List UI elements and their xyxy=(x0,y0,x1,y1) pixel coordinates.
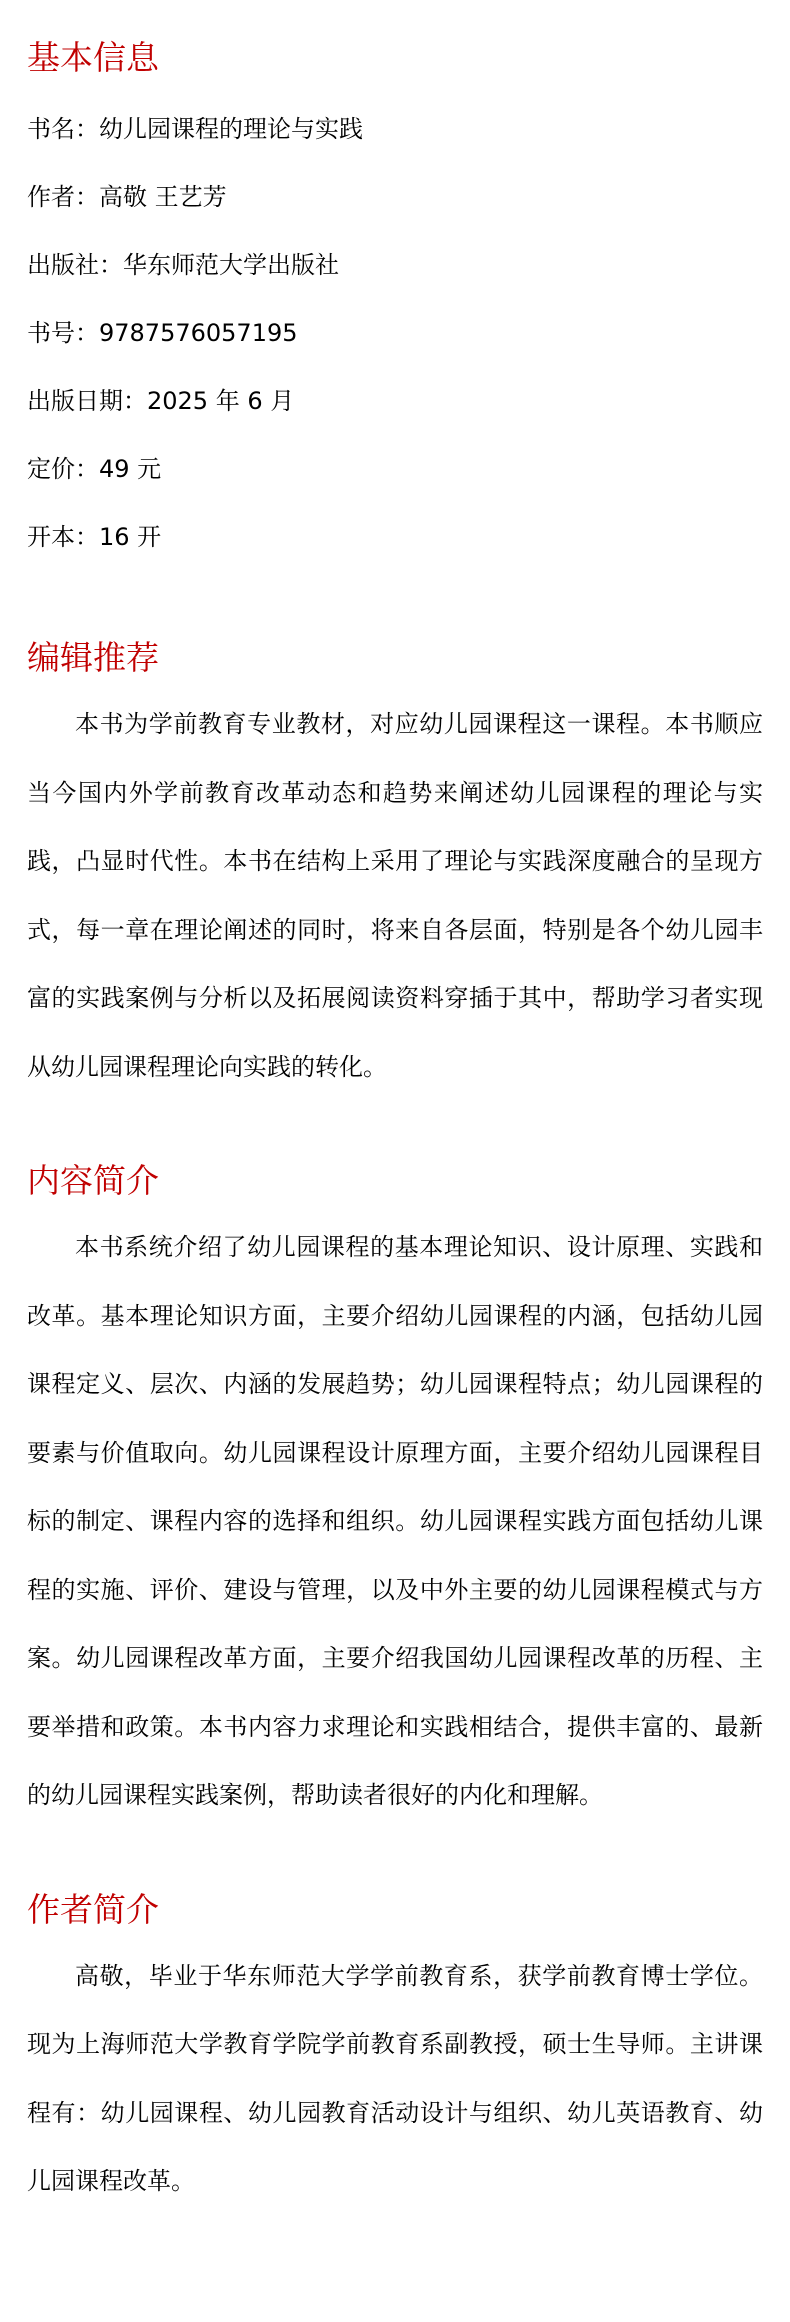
isbn-line: 书号：9787576057195 xyxy=(27,319,298,347)
editor-recommendation-text: 本书为学前教育专业教材，对应幼儿园课程这一课程。本书顺应当今国内外学前教育改革动态和趋势来阐述幼儿园课程的理论与实践，凸显时代性。本书在结构上采用了理论与实践深度融合的呈现方式，每一章在理论阐述的同时，将来自各层面，特别是各个幼儿园丰富的实践案例与分析以及拓展阅读资料穿插于其中，帮助学习者实现从幼儿园课程理论向实践的转化。 xyxy=(27,710,763,1081)
basic-info-list xyxy=(27,114,763,552)
author-line: 作者：高敬 王艺芳 xyxy=(27,183,227,211)
editor-recommendation-heading: 编辑推荐 xyxy=(27,638,159,677)
publisher-line: 出版社：华东师范大学出版社 xyxy=(27,251,339,279)
publish-date-line: 出版日期：2025 年 6 月 xyxy=(27,387,295,415)
author-intro-text: 高敬，毕业于华东师范大学学前教育系，获学前教育博士学位。现为上海师范大学教育学院学前教育系副教授，硕士生导师。主讲课程有：幼儿园课程、幼儿园教育活动设计与组织、幼儿英语教育、幼儿园课程改革。 xyxy=(27,1961,763,2195)
format-line: 开本：16 开 xyxy=(27,523,162,551)
content-summary-text: 本书系统介绍了幼儿园课程的基本理论知识、设计原理、实践和改革。基本理论知识方面，主要介绍幼儿园课程的内涵，包括幼儿园课程定义、层次、内涵的发展趋势；幼儿园课程特点；幼儿园课程的要素与价值取向。幼儿园课程设计原理方面，主要介绍幼儿园课程目标的制定、课程内容的选择和组织。幼儿园课程实践方面包括幼儿课程的实施、评价、建设与管理，以及中外主要的幼儿园课程模式与方案。幼儿园课程改革方面，主要介绍我国幼儿园课程改革的历程、主要举措和政策。本书内容力求理论和实践相结合，提供丰富的、最新的幼儿园课程实践案例，帮助读者很好的内化和理解。 xyxy=(27,1233,763,1809)
book-title-line: 书名：幼儿园课程的理论与实践 xyxy=(27,115,363,143)
basic-info-heading: 基本信息 xyxy=(27,38,159,77)
author-intro-heading: 作者简介 xyxy=(27,1889,159,1929)
price-line: 定价：49 元 xyxy=(27,455,162,483)
content-summary-heading: 内容简介 xyxy=(27,1161,159,1200)
